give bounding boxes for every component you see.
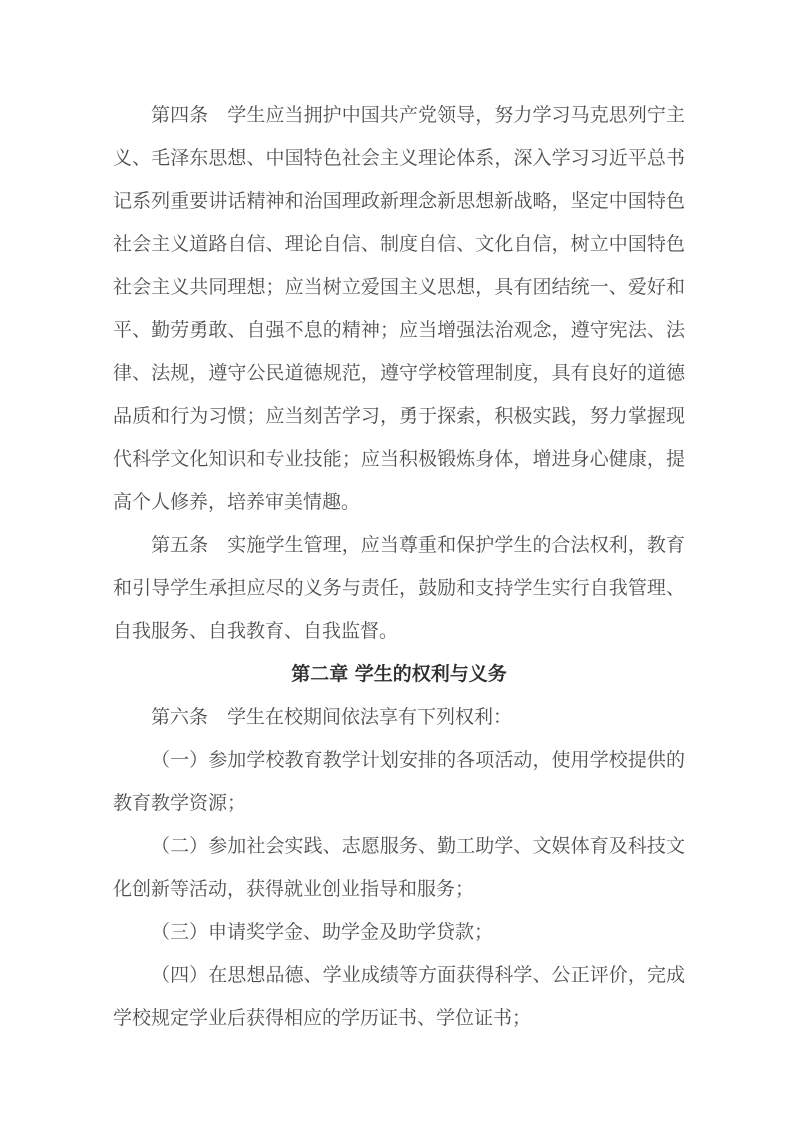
paragraph-article-6-item-3: （三）申请奖学金、助学金及助学贷款； — [151, 921, 494, 943]
paragraph-article-6-lead: 第六条 学生在校期间依法享有下列权利： — [151, 706, 513, 728]
paragraph-article-4: 第四条 学生应当拥护中国共产党领导，努力学习马克思列宁主义、毛泽东思想、中国特色社会主义理论体系，深入学习习近平总书记系列重要讲话精神和治国理政新理念新思想新战略，坚定中国特色社会主义道路自信、理论自信、制度自信、文化自信，树立中国特色社会主义共同理想；应当树立爱国主义思想，具有团结统一、爱好和平、勤劳勇敢、自强不息的精神；应当增强法治观念，遵守宪法、法律、法规，遵守公民道德规范，遵守学校管理制度，具有良好的道德品质和行为习惯；应当刻苦学习，勇于探索，积极实践，努力掌握现代科学文化知识和专业技能；应当积极锻炼身体，增进身心健康，提高个人修养，培养审美情趣。 — [113, 104, 685, 513]
paragraph-article-5: 第五条 实施学生管理，应当尊重和保护学生的合法权利，教育和引导学生承担应尽的义务与责任，鼓励和支持学生实行自我管理、自我服务、自我教育、自我监督。 — [113, 534, 685, 642]
document-body — [113, 94, 685, 1040]
paragraph-article-6-item-4: （四）在思想品德、学业成绩等方面获得科学、公正评价，完成学校规定学业后获得相应的学历证书、学位证书； — [113, 964, 685, 1029]
chapter-2-heading: 第二章 学生的权利与义务 — [291, 663, 507, 685]
paragraph-article-6-item-2: （二）参加社会实践、志愿服务、勤工助学、文娱体育及科技文化创新等活动，获得就业创业指导和服务； — [113, 835, 685, 900]
paragraph-article-6-item-1: （一）参加学校教育教学计划安排的各项活动，使用学校提供的教育教学资源； — [113, 749, 685, 814]
